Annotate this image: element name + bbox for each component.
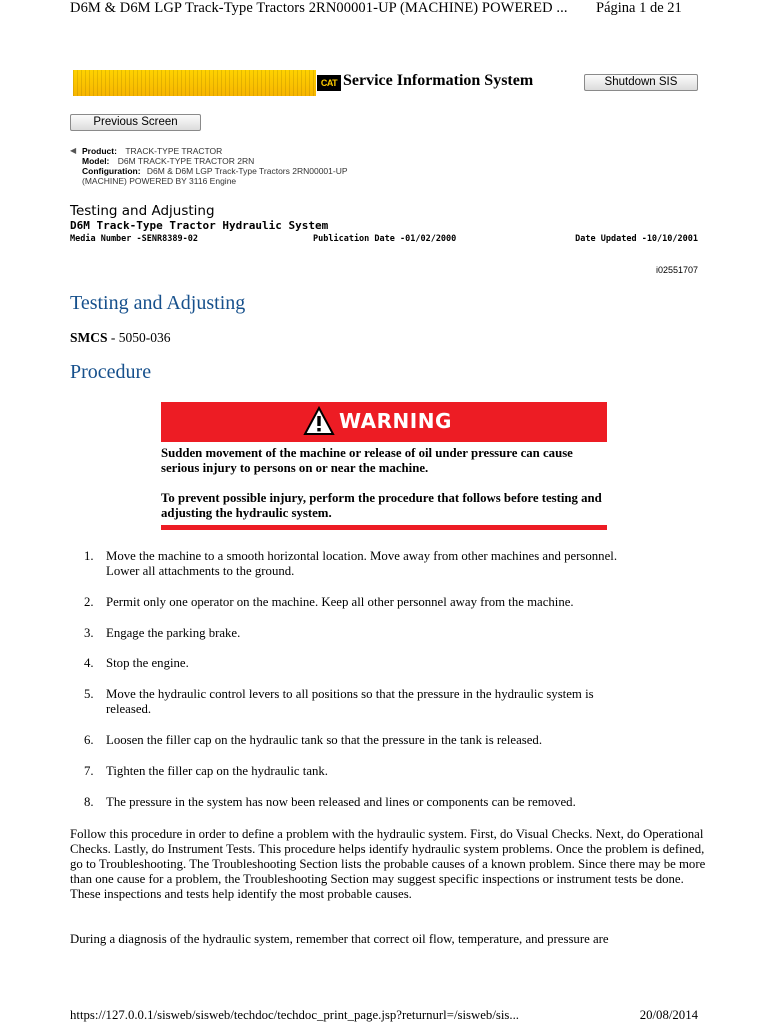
model-row [82,156,254,166]
step-number: 4. [84,656,94,670]
configuration-value-line1: D6M & D6M LGP Track-Type Tractors 2RN00001-UP [146,166,348,176]
warning-header [161,402,607,442]
product-row [82,146,222,156]
configuration-value-line2: (MACHINE) POWERED BY 3116 Engine [82,176,237,186]
previous-screen-button[interactable]: Previous Screen [70,114,201,131]
model-value: D6M TRACK-TYPE TRACTOR 2RN [117,156,255,166]
step-text: Loosen the filler cap on the hydraulic tank so that the pressure in the tank is released. [106,733,543,747]
banner-stripe [73,70,316,96]
date-updated: Date Updated -10/10/2001 [575,234,698,244]
warning-bottom-bar [161,525,607,530]
section-title: Testing and Adjusting [70,292,246,314]
product-value: TRACK-TYPE TRACTOR [125,146,223,156]
warning-label: WARNING [339,409,452,433]
warning-paragraph-2: To prevent possible injury, perform the procedure that follows before testing and adjusting the hydraulic system. [161,491,602,520]
publication-date: Publication Date -01/02/2000 [313,234,457,244]
step-text: Move the hydraulic control levers to all positions so that the pressure in the hydraulic system is [106,687,594,701]
configuration-row-2 [82,176,236,186]
configuration-label: Configuration: [82,166,141,176]
doc-subheading: D6M Track-Type Tractor Hydraulic System [70,219,329,232]
warning-text [161,446,607,536]
step-number: 2. [84,595,94,609]
step-text: Engage the parking brake. [106,626,241,640]
doc-heading: Testing and Adjusting [70,203,215,219]
footer-url: https://127.0.0.1/sisweb/sisweb/techdoc/techdoc_print_page.jsp?returnurl=/sisweb/sis... [70,1008,519,1022]
product-label: Product: [82,146,117,156]
step-number: 8. [84,795,94,809]
smcs-value: - 5050-036 [107,330,171,345]
step-number: 6. [84,733,94,747]
configuration-row [82,166,348,176]
banner-title: Service Information System [343,72,534,89]
procedure-title: Procedure [70,361,152,383]
print-page-count: Página 1 de 21 [596,0,682,16]
media-number: Media Number -SENR8389-02 [70,234,198,244]
model-label: Model: [82,156,110,166]
shutdown-sis-button[interactable]: Shutdown SIS [584,74,698,91]
body-paragraph-1: Follow this procedure in order to define a problem with the hydraulic system. First, do Visual Checks. Next, do Operational Checks. Lastly, do Instrument Tests. This procedure helps identify hydraulic system problems. Once the problem is defined, go to Troubleshooting. The Troubleshooting Section lists the probable causes of a known problem. Since there may be more than one cause for a problem, the Troubleshooting Section may suggest specific inspections or instrument tests be done. These inspections and tests help identify the most probable causes. [70,827,706,901]
step-text: Tighten the filler cap on the hydraulic tank. [106,764,328,778]
step-text: Permit only one operator on the machine. Keep all other personnel away from the machine. [106,595,574,609]
smcs-code [70,330,171,346]
print-header-title: D6M & D6M LGP Track-Type Tractors 2RN00001-UP (MACHINE) POWERED ... [70,0,568,16]
footer-date: 20/08/2014 [639,1008,698,1022]
step-number: 1. [84,549,94,563]
cat-logo: CAT [317,75,341,91]
back-arrow-icon[interactable]: ◀ [70,146,77,155]
step-number: 5. [84,687,94,701]
step-number: 7. [84,764,94,778]
step-text: The pressure in the system has now been released and lines or components can be removed. [106,795,576,809]
step-text-cont: Lower all attachments to the ground. [106,564,295,578]
body-paragraph-2: During a diagnosis of the hydraulic system, remember that correct oil flow, temperature, and pressure are [70,932,609,946]
step-text: Move the machine to a smooth horizontal location. Move away from other machines and personnel. [106,549,618,563]
doc-id: i02551707 [655,265,698,275]
warning-paragraph-1: Sudden movement of the machine or release of oil under pressure can cause serious injury to persons on or near the machine. [161,446,573,475]
step-text: Stop the engine. [106,656,189,670]
warning-triangle-icon [303,406,335,436]
smcs-label: SMCS [70,330,108,345]
step-number: 3. [84,626,94,640]
step-text-cont: released. [106,702,152,716]
sis-banner [70,70,698,96]
